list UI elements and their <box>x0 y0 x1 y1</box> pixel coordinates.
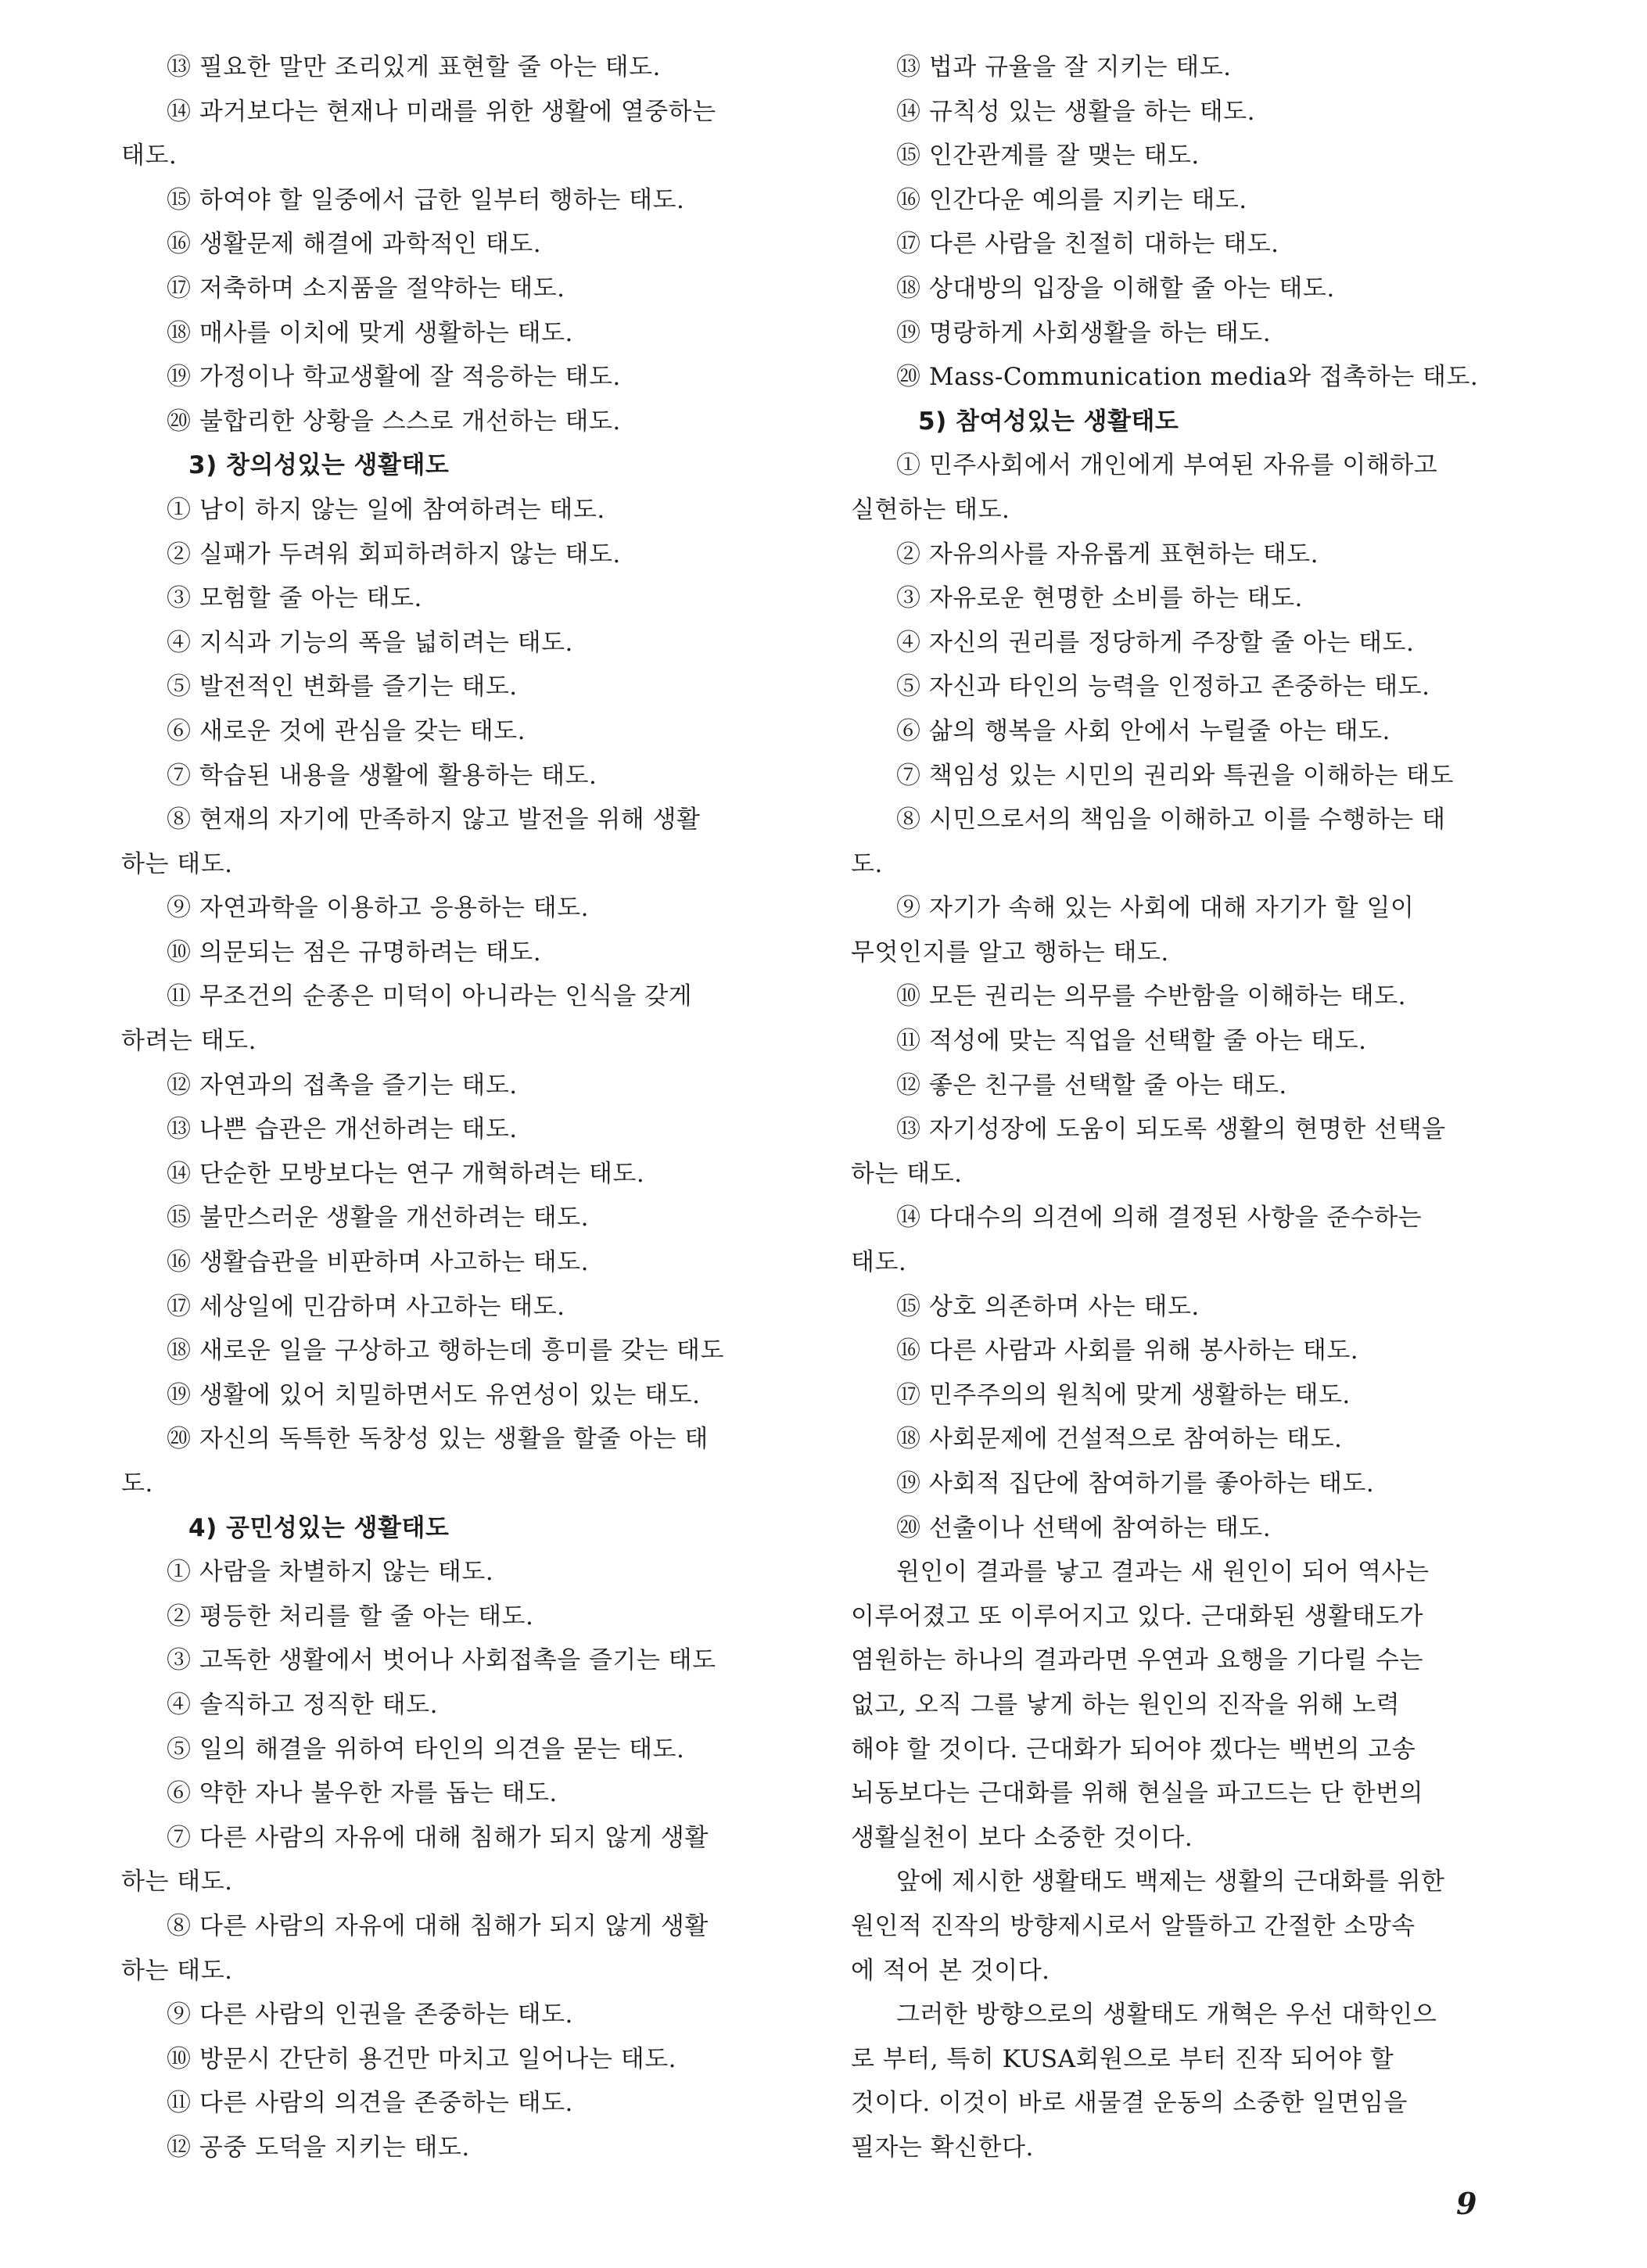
text-line: ⑮ 상호 의존하며 사는 태도. <box>896 1292 1200 1321</box>
text-line: ⑱ 매사를 이치에 맞게 생활하는 태도. <box>167 318 573 347</box>
text-line: ④ 지식과 기능의 폭을 넓히려는 태도. <box>167 628 573 657</box>
text-line: ① 사람을 차별하지 않는 태도. <box>167 1558 494 1587</box>
text-line: ⑯ 인간다운 예의를 지키는 태도. <box>896 185 1247 214</box>
text-line: ③ 고독한 생활에서 벗어나 사회접촉을 즐기는 태도 <box>167 1646 716 1675</box>
text-line: 원인적 진작의 방향제시로서 알뜰하고 간절한 소망속 <box>851 1911 1416 1940</box>
section-heading: 5) 참여성있는 생활태도 <box>918 407 1179 436</box>
text-line: ⑩ 의문되는 점은 규명하려는 태도. <box>167 938 542 967</box>
text-line: 하는 태도. <box>121 1868 233 1897</box>
text-line: ⑳ Mass-Communication media와 접촉하는 태도. <box>896 363 1479 392</box>
text-line: ⑯ 생활문제 해결에 과학적인 태도. <box>167 230 542 259</box>
text-line: ⑪ 무조건의 순종은 미덕이 아니라는 인식을 갖게 <box>167 982 693 1011</box>
text-line: 도. <box>121 1470 153 1498</box>
text-line: ⑤ 자신과 타인의 능력을 인정하고 존중하는 태도. <box>896 673 1430 702</box>
text-line: ⑱ 사회문제에 건설적으로 참여하는 태도. <box>896 1425 1343 1454</box>
text-line: 원인이 결과를 낳고 결과는 새 원인이 되어 역사는 <box>896 1558 1430 1587</box>
text-line: ⑪ 다른 사람의 의견을 존중하는 태도. <box>167 2089 573 2118</box>
text-line: 태도. <box>851 1248 907 1277</box>
text-line: ⑥ 새로운 것에 관심을 갖는 태도. <box>167 716 526 745</box>
text-line: ⑦ 다른 사람의 자유에 대해 침해가 되지 않게 생활 <box>167 1823 709 1852</box>
text-line: 에 적어 본 것이다. <box>851 1956 1050 1985</box>
text-line: ⑤ 일의 해결을 위하여 타인의 의견을 묻는 태도. <box>167 1735 685 1764</box>
text-line: ⑫ 공중 도덕을 지키는 태도. <box>167 2133 470 2162</box>
text-line: ⑰ 세상일에 민감하며 사고하는 태도. <box>167 1292 565 1321</box>
page-number: 9 <box>1456 2186 1477 2221</box>
text-line: 하는 태도. <box>121 849 233 878</box>
text-line: ② 자유의사를 자유롭게 표현하는 태도. <box>896 540 1319 569</box>
text-line: ⑫ 좋은 친구를 선택할 줄 아는 태도. <box>896 1071 1287 1100</box>
text-line: 하는 태도. <box>851 1159 963 1188</box>
text-line: ⑬ 법과 규율을 잘 지키는 태도. <box>896 53 1232 81</box>
text-line: ⑤ 발전적인 변화를 즐기는 태도. <box>167 673 518 702</box>
text-line: ⑮ 불만스러운 생활을 개선하려는 태도. <box>167 1204 589 1233</box>
text-line: ⑦ 학습된 내용을 생활에 활용하는 태도. <box>167 761 597 790</box>
text-line: ⑲ 생활에 있어 치밀하면서도 유연성이 있는 태도. <box>167 1380 701 1409</box>
text-line: ⑮ 인간관계를 잘 맺는 태도. <box>896 142 1200 170</box>
text-line: ⑨ 자기가 속해 있는 사회에 대해 자기가 할 일이 <box>896 894 1415 923</box>
text-line: ① 민주사회에서 개인에게 부여된 자유를 이해하고 <box>896 451 1438 480</box>
text-line: 로 부터, 특히 KUSA회원으로 부터 진작 되어야 할 <box>851 2044 1394 2073</box>
text-line: ④ 솔직하고 정직한 태도. <box>167 1690 438 1719</box>
text-line: ⑭ 과거보다는 현재나 미래를 위한 생활에 열중하는 <box>167 97 716 126</box>
left-column <box>121 45 798 2170</box>
text-line: 생활실천이 보다 소중한 것이다. <box>851 1823 1193 1852</box>
section-heading: 3) 창의성있는 생활태도 <box>188 451 450 480</box>
text-line: 없고, 오직 그를 낳게 하는 원인의 진작을 위해 노력 <box>851 1690 1401 1719</box>
text-line: ⑰ 민주주의의 원칙에 맞게 생활하는 태도. <box>896 1380 1351 1409</box>
text-line: 하려는 태도. <box>121 1027 257 1056</box>
text-line: ⑥ 삶의 행복을 사회 안에서 누릴줄 아는 태도. <box>896 716 1390 745</box>
text-line: 해야 할 것이다. 근대화가 되어야 겠다는 백번의 고송 <box>851 1735 1416 1764</box>
text-line: ④ 자신의 권리를 정당하게 주장할 줄 아는 태도. <box>896 628 1415 657</box>
right-column <box>851 45 1523 2170</box>
text-line: ③ 모험할 줄 아는 태도. <box>167 584 422 613</box>
text-line: ⑧ 현재의 자기에 만족하지 않고 발전을 위해 생활 <box>167 806 701 834</box>
text-line: ⑳ 선출이나 선택에 참여하는 태도. <box>896 1513 1272 1542</box>
text-line: ⑯ 생활습관을 비판하며 사고하는 태도. <box>167 1248 589 1277</box>
text-line: 도. <box>851 849 883 878</box>
text-line: 그러한 방향으로의 생활태도 개혁은 우선 대학인으 <box>896 2001 1437 2029</box>
text-line: ⑩ 모든 권리는 의무를 수반함을 이해하는 태도. <box>896 982 1407 1011</box>
text-line: ⑲ 사회적 집단에 참여하기를 좋아하는 태도. <box>896 1470 1375 1498</box>
text-line: ⑩ 방문시 간단히 용건만 마치고 일어나는 태도. <box>167 2044 677 2073</box>
text-line: ⑭ 규칙성 있는 생활을 하는 태도. <box>896 97 1255 126</box>
text-line: ⑬ 자기성장에 도움이 되도록 생활의 현명한 선택을 <box>896 1115 1446 1144</box>
text-line: ⑥ 약한 자나 불우한 자를 돕는 태도. <box>167 1779 558 1808</box>
text-line: ⑱ 새로운 일을 구상하고 행하는데 흥미를 갖는 태도 <box>167 1337 724 1365</box>
section-heading: 4) 공민성있는 생활태도 <box>188 1513 450 1542</box>
text-line: ⑱ 상대방의 입장을 이해할 줄 아는 태도. <box>896 274 1335 303</box>
text-line: ⑰ 다른 사람을 친절히 대하는 태도. <box>896 230 1279 259</box>
text-line: 앞에 제시한 생활태도 백제는 생활의 근대화를 위한 <box>896 1868 1445 1897</box>
text-line: ⑦ 책임성 있는 시민의 권리와 특권을 이해하는 태도 <box>896 761 1454 790</box>
text-line: ⑭ 단순한 모방보다는 연구 개혁하려는 태도. <box>167 1159 645 1188</box>
text-line: ② 평등한 처리를 할 줄 아는 태도. <box>167 1602 534 1631</box>
text-line: 필자는 확신한다. <box>851 2133 1034 2162</box>
text-line: 이루어졌고 또 이루어지고 있다. 근대화된 생활태도가 <box>851 1602 1423 1631</box>
text-line: 하는 태도. <box>121 1956 233 1985</box>
text-line: ⑬ 필요한 말만 조리있게 표현할 줄 아는 태도. <box>167 53 661 81</box>
text-line: 태도. <box>121 142 178 170</box>
text-line: ⑧ 다른 사람의 자유에 대해 침해가 되지 않게 생활 <box>167 1911 709 1940</box>
text-line: 뇌동보다는 근대화를 위해 현실을 파고드는 단 한번의 <box>851 1779 1423 1808</box>
text-line: ⑳ 자신의 독특한 독창성 있는 생활을 할줄 아는 태 <box>167 1425 709 1454</box>
text-line: 것이다. 이것이 바로 새물결 운동의 소중한 일면임을 <box>851 2089 1408 2118</box>
text-line: 무엇인지를 알고 행하는 태도. <box>851 938 1169 967</box>
text-line: ⑯ 다른 사람과 사회를 위해 봉사하는 태도. <box>896 1337 1359 1365</box>
text-line: ② 실패가 두려워 회피하려하지 않는 태도. <box>167 540 621 569</box>
text-line: ③ 자유로운 현명한 소비를 하는 태도. <box>896 584 1303 613</box>
text-line: ⑫ 자연과의 접촉을 즐기는 태도. <box>167 1071 518 1100</box>
text-line: ⑭ 다대수의 의견에 의해 결정된 사항을 준수하는 <box>896 1204 1423 1233</box>
text-line: 실현하는 태도. <box>851 495 1010 524</box>
text-line: ⑨ 자연과학을 이용하고 응용하는 태도. <box>167 894 589 923</box>
text-line: ⑪ 적성에 맞는 직업을 선택할 줄 아는 태도. <box>896 1027 1367 1056</box>
text-line: ⑧ 시민으로서의 책임을 이해하고 이를 수행하는 태 <box>896 806 1446 834</box>
text-line: ⑰ 저축하며 소지품을 절약하는 태도. <box>167 274 565 303</box>
text-line: ① 남이 하지 않는 일에 참여하려는 태도. <box>167 495 605 524</box>
text-line: 염원하는 하나의 결과라면 우연과 요행을 기다릴 수는 <box>851 1646 1423 1675</box>
text-line: ⑨ 다른 사람의 인권을 존중하는 태도. <box>167 2001 573 2029</box>
text-line: ⑮ 하여야 할 일중에서 급한 일부터 행하는 태도. <box>167 185 685 214</box>
text-line: ⑬ 나쁜 습관은 개선하려는 태도. <box>167 1115 518 1144</box>
text-line: ⑲ 명랑하게 사회생활을 하는 태도. <box>896 318 1272 347</box>
text-line: ⑲ 가정이나 학교생활에 잘 적응하는 태도. <box>167 363 621 392</box>
text-line: ⑳ 불합리한 상황을 스스로 개선하는 태도. <box>167 407 621 436</box>
